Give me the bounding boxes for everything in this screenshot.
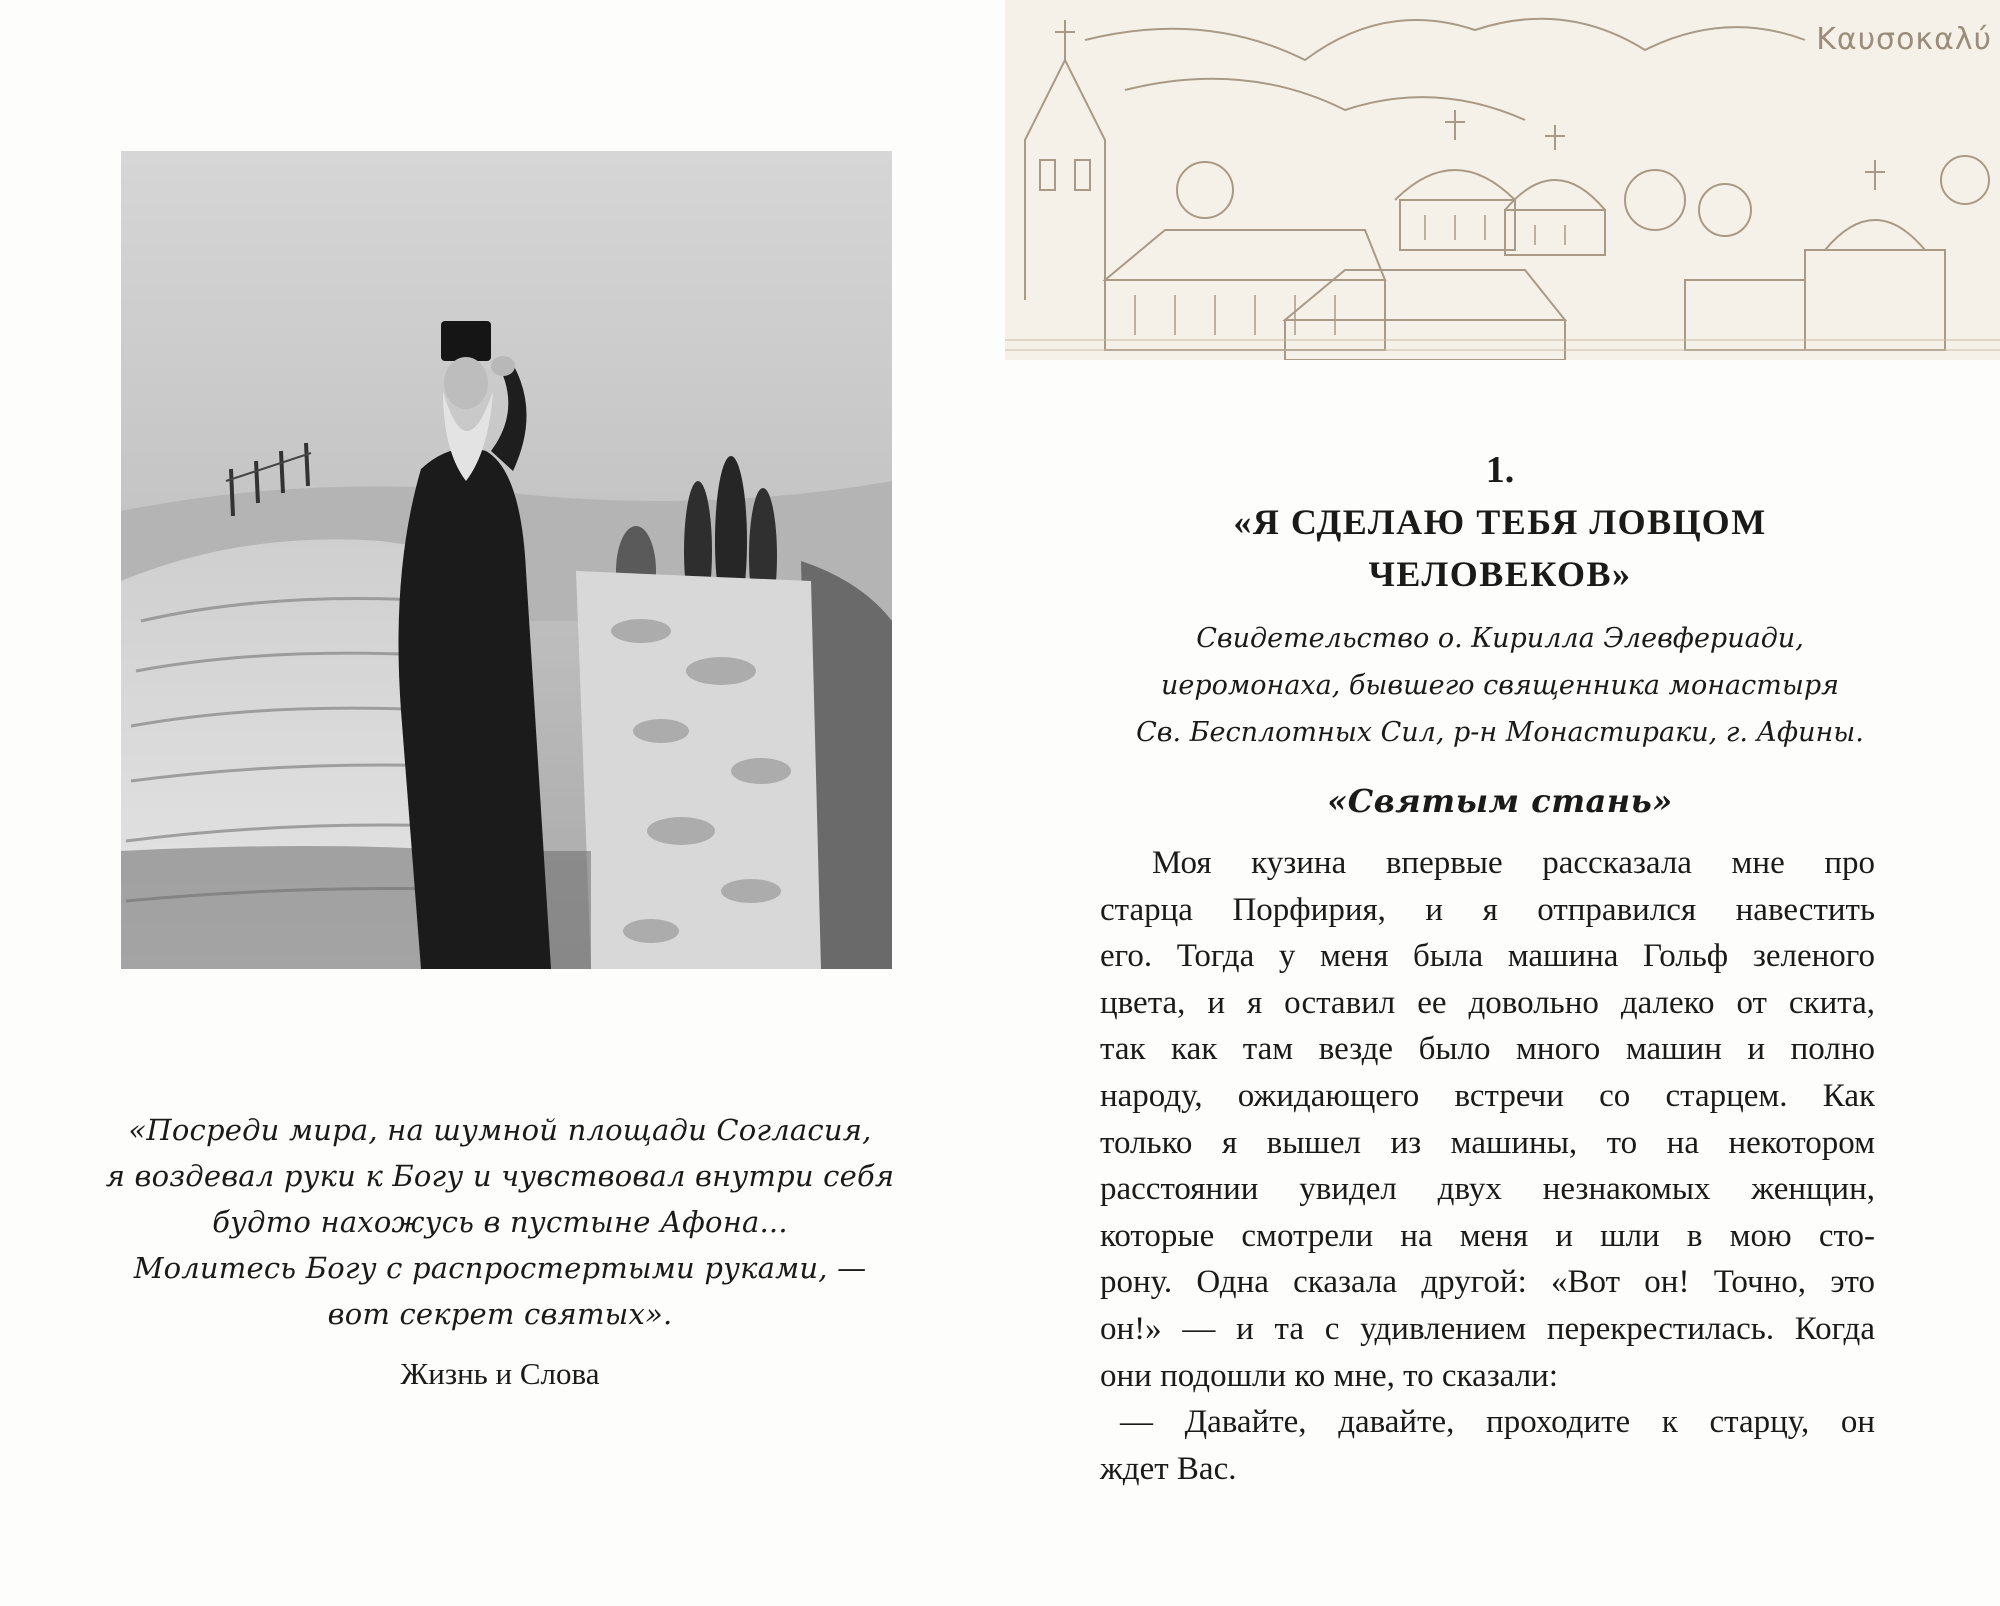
body-line: рону. Одна сказала другой: «Вот он! Точно, это [1100, 1264, 1875, 1301]
body-line: так как там везде было много машин и полно [1100, 1031, 1875, 1068]
body-line: его. Тогда у меня была машина Гольф зеленого [1100, 938, 1875, 975]
testimony-line: иеромонаха, бывшего священника монастыря [1160, 670, 1840, 701]
right-page [1000, 0, 2000, 1606]
testimony-subtitle [1000, 615, 2000, 756]
testimony-line: Св. Бесплотных Сил, р-н Монастираки, г. Афины. [1136, 717, 1864, 748]
chapter-number: 1. [1485, 449, 1515, 491]
quote-line: вот секрет святых». [327, 1297, 673, 1331]
chapter-title-line: ЧЕЛОВЕКОВ» [1368, 554, 1632, 594]
photo-image [121, 151, 892, 969]
sketch-place-label: Καυσοκαλύ [1816, 22, 1992, 57]
section-heading: «Святым стань» [1327, 782, 1673, 820]
body-line: расстоянии увидел двух незнакомых женщин, [1100, 1171, 1875, 1208]
body-line: Моя кузина впервые рассказала мне про [1152, 845, 1875, 881]
body-line: которые смотрели на меня и шли в мою сто- [1100, 1217, 1875, 1254]
testimony-line: Свидетельство о. Кирилла Элевфериади, [1196, 623, 1804, 654]
chapter-title [1000, 496, 2000, 600]
body-line: ждет Вас. [1100, 1450, 1237, 1487]
quote-line: Молитесь Богу с распростертыми руками, — [133, 1251, 867, 1285]
body-text [1100, 840, 1875, 1492]
body-line: они подошли ко мне, то сказали: [1100, 1357, 1558, 1394]
body-line: только я вышел из машины, то на некотором [1100, 1124, 1875, 1161]
chapter-title-line: «Я СДЕЛАЮ ТЕБЯ ЛОВЦОМ [1233, 502, 1767, 542]
monastery-sketch [1005, 0, 2000, 360]
quote-line: «Посреди мира, на шумной площади Согласия, [128, 1113, 872, 1147]
monk-photo [121, 151, 892, 969]
body-line: цвета, и я оставил ее довольно далеко от скита, [1100, 984, 1875, 1021]
body-line: — Давайте, давайте, проходите к старцу, он [1120, 1404, 1875, 1441]
body-line: он!» — и та с удивлением перекрестилась. Когда [1100, 1310, 1875, 1347]
quote-line: я воздевал руки к Богу и чувствовал внутри себя [105, 1159, 895, 1193]
epigraph-quote [0, 1107, 1000, 1397]
quote-line: будто нахожусь в пустыне Афона... [212, 1205, 788, 1239]
body-line: старца Порфирия, и я отправился навестить [1100, 891, 1875, 928]
quote-source: Жизнь и Слова [400, 1356, 600, 1391]
body-line: народу, ожидающего встречи со старцем. Как [1100, 1077, 1875, 1114]
